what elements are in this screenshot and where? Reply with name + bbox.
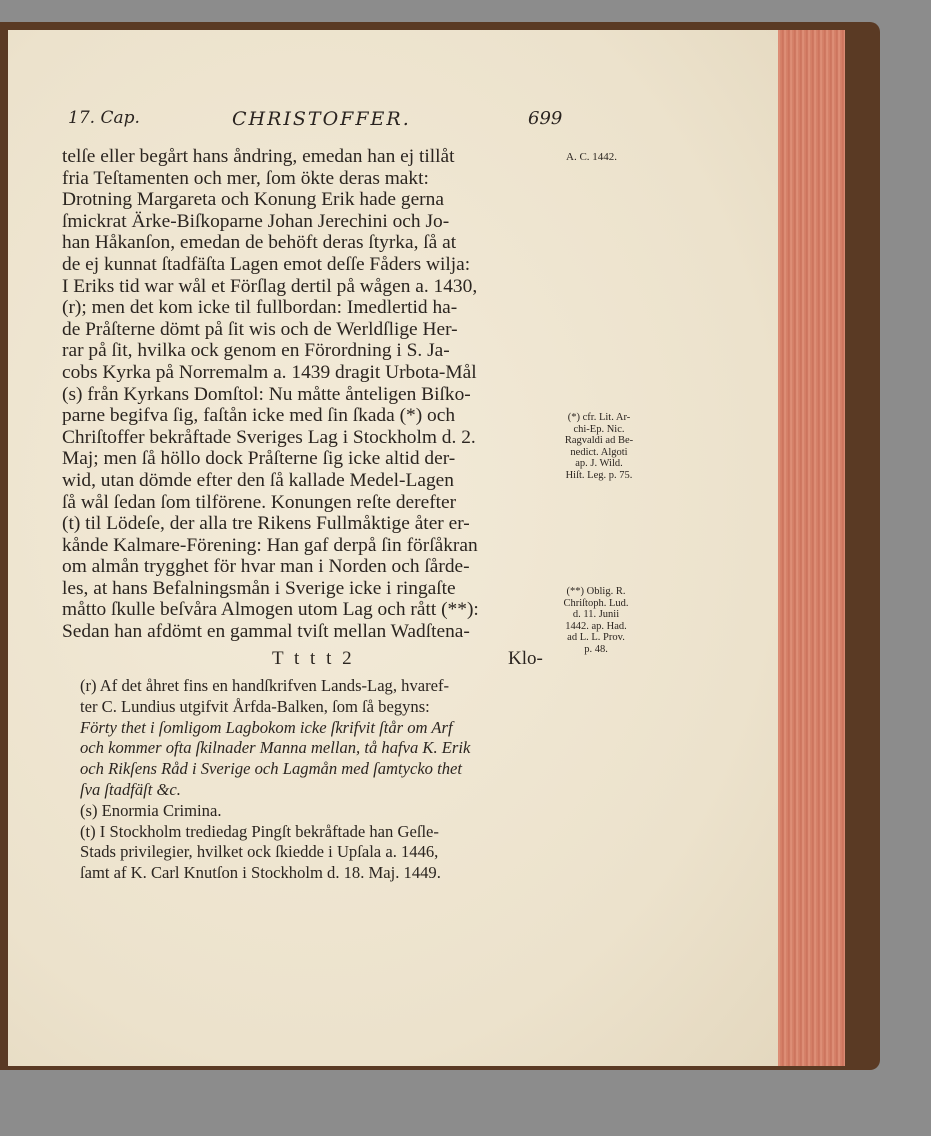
page-fore-edge [775, 30, 845, 1066]
margin-line: d. 11. Junii [572, 609, 620, 620]
margin-line: p. 48. [584, 643, 608, 655]
text-line: kånde Kalmare-Förening: Han gaf derpå ſin förſåkran [62, 534, 478, 556]
text-line: han Håkanſon, emedan de behöft deras ſtyrka, ſå at [62, 232, 457, 254]
signature-mark: T t t t 2 [272, 648, 355, 669]
text-line: les, at hans Befalningsmån i Sverige icke i ringaſte [62, 577, 456, 599]
text-line: Chriſtoffer bekråftade Sveriges Lag i Stockholm d. 2. [62, 426, 476, 448]
margin-line: 1442. ap. Had. [565, 620, 627, 632]
text-line: (r); men det kom icke til fullbordan: Imedlertid ha- [62, 297, 458, 319]
footnote-line: och kommer ofta ſkilnader Manna mellan, tå hafva K. Erik [80, 738, 471, 758]
main-text [62, 146, 557, 643]
text-line: (s) från Kyrkans Domſtol: Nu måtte ånteligen Biſko- [62, 383, 471, 405]
margin-line: ap. J. Wild. [575, 458, 623, 469]
footnote-line: (t) I Stockholm trediedag Pingſt bekråftade han Geſle- [80, 821, 439, 841]
margin-line: nedict. Algoti [570, 446, 628, 458]
chapter-heading: 17. Cap. [68, 108, 140, 128]
margin-line: Chriſtoph. Lud. [563, 597, 629, 609]
margin-line: chi-Ep. Nic. [573, 423, 625, 435]
catchword: Klo- [508, 648, 543, 669]
footnote-line: Förty thet i ſomligom Lagbokom icke ſkrifvit ſtår om Arf [80, 717, 453, 737]
footnote-line: Stads privilegier, hvilket ock ſkiedde i Upſala a. 1446, [80, 842, 439, 862]
text-line: fria Teſtamenten och mer, ſom ökte deras makt: [62, 167, 429, 189]
margin-year: A. C. 1442. [566, 151, 618, 163]
text-line: telſe eller begårt hans åndring, emedan han ej tillåt [62, 146, 455, 167]
footnote-line: ter C. Lundius utgifvit Årfda-Balken, ſom ſå begyns: [80, 696, 430, 716]
text-line: om almån trygghet för hvar man i Norden och ſårde- [62, 556, 470, 578]
text-line: Sedan han afdömt en gammal tviſt mellan Wadſtena- [62, 621, 470, 643]
text-line: de ej kunnat ſtadfäſta Lagen emot deſſe Fåders wilja: [62, 253, 471, 275]
text-line: (t) til Lödeſe, der alla tre Rikens Fullmåktige åter er- [62, 513, 470, 535]
text-line: måtto ſkulle beſvåra Almogen utom Lag och rått (**): [62, 599, 479, 621]
margin-line: ad L. L. Prov. [567, 632, 625, 643]
margin-line: (*) cfr. Lit. Ar- [567, 412, 631, 423]
text-line: I Eriks tid war wål et Förſlag dertil på wågen a. 1430, [62, 275, 478, 297]
margin-line: Ragvaldi ad Be- [564, 435, 634, 446]
margin-line: (**) Oblig. R. [566, 586, 626, 597]
text-line: cobs Kyrka på Norremalm a. 1439 dragit Urbota-Mål [62, 361, 477, 383]
footnote-line: (s) Enormia Crimina. [80, 800, 222, 820]
footnote-line: ſamt af K. Carl Knutſon i Stockholm d. 18. Maj. 1449. [80, 863, 441, 883]
margin-note-1 [558, 412, 640, 481]
text-line: ſmickrat Ärke-Biſkoparne Johan Jerechini och Jo- [62, 210, 450, 232]
footnote-line: ſva ſtadfäſt &c. [80, 779, 181, 799]
margin-line: Hiſt. Leg. p. 75. [565, 469, 633, 481]
text-line: Maj; men ſå höllo dock Pråſterne ſig icke altid der- [62, 448, 456, 470]
footnote-line: (r) Af det åhret fins en handſkrifven Lands-Lag, hvaref- [80, 676, 450, 695]
footnote-line: och Rikſens Råd i Sverige och Lagmån med ſamtycko thet [80, 759, 463, 779]
running-title: CHRISTOFFER. [232, 108, 411, 130]
text-line: rar på ſit, hvilka ock genom en Förordning i S. Ja- [62, 340, 450, 362]
text-line: wid, utan dömde efter den ſå kallade Medel-Lagen [62, 469, 454, 491]
page-number: 699 [528, 108, 563, 129]
footnotes [80, 676, 560, 884]
text-line: Drotning Margareta och Konung Erik hade gerna [62, 189, 444, 211]
text-line: de Pråſterne dömt på ſit wis och de Werldſlige Her- [62, 318, 458, 340]
text-line: ſå wål ſedan ſom tilförene. Konungen reſte derefter [62, 491, 457, 513]
margin-note-2 [550, 586, 642, 655]
text-line: parne begifva ſig, faſtån icke med ſin ſkada (*) och [62, 405, 456, 427]
